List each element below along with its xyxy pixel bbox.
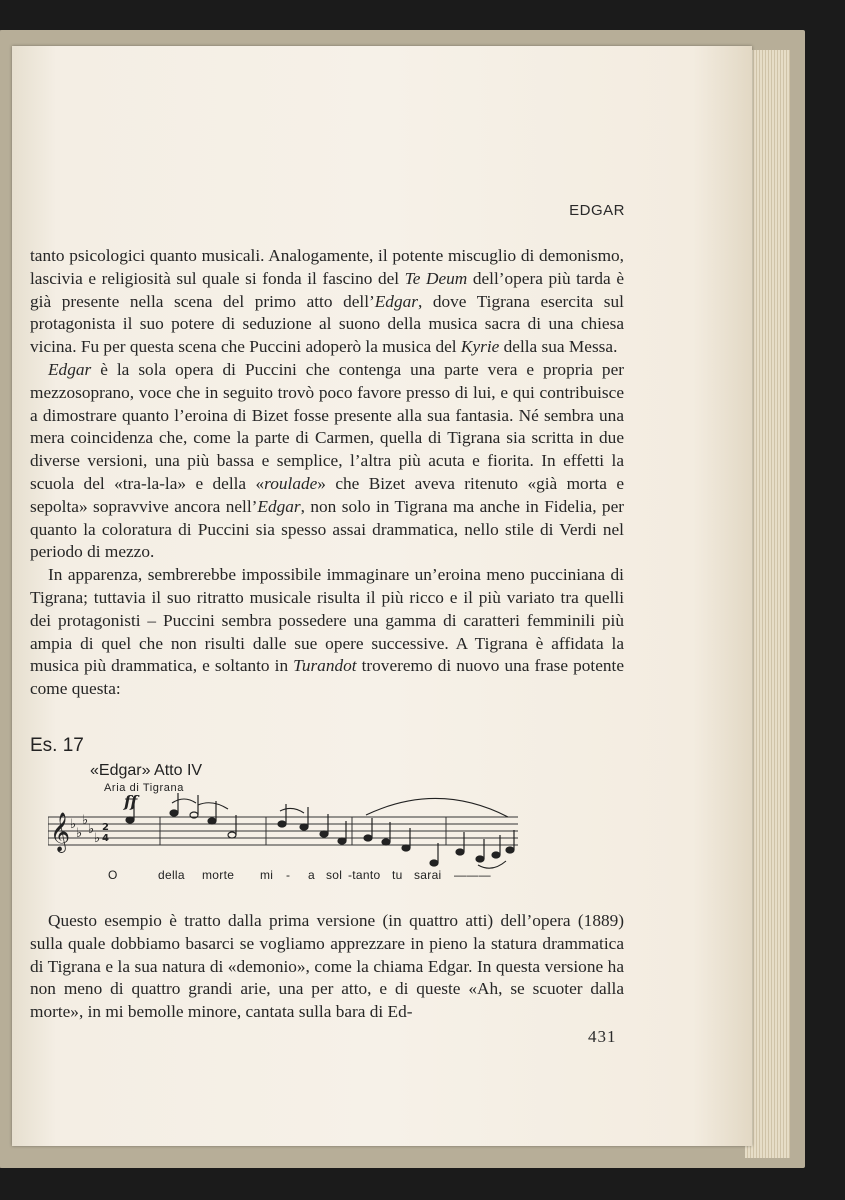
body-text-bottom <box>30 910 624 1024</box>
notes <box>126 793 514 866</box>
lyric: sol <box>326 868 343 882</box>
page-number: 431 <box>588 1027 617 1046</box>
dynamic-marking: ff <box>124 793 138 811</box>
svg-text:♭: ♭ <box>94 831 101 846</box>
lyric: morte <box>202 868 235 882</box>
lyric: a <box>308 868 315 882</box>
example-label: Es. 17 <box>30 735 84 756</box>
svg-text:♭: ♭ <box>70 817 77 832</box>
paragraph: In apparenza, sembrerebbe impossibile immaginare un’eroina meno pucciniana di Tigrana; tuttavia il suo ritratto musicale risulta il più ricco e il più variato tra quelli dei protagonisti – Puccini sembra possedere una gamma di caratteri femminili più ampia di quel che non risulti dalle sue opere successive. A Tigrana è affidata la musica più drammatica, e soltanto in Turandot troveremo di nuovo una frase potente come questa: <box>30 565 624 699</box>
example-subtitle: Aria di Tigrana <box>104 782 184 794</box>
body-text-top <box>30 245 624 701</box>
svg-text:♭: ♭ <box>82 813 89 828</box>
paragraph: Edgar è la sola opera di Puccini che contenga una parte vera e propria per mezzosoprano, voce che in seguito trovò poco favore presso di lui, e qui contribuisce a dimostrare quanto l’eroina di Bizet fosse presente alla sua fantasia. Né sembra una mera coincidenza che, come la parte di Carmen, quella di Tigrana sia scritta in due diverse versioni, una più bassa e semplice, l’altra più acuta e fiorita. In effetti la scuola del «tra-la-la» e della «roulade» che Bizet aveva ritenuto «già morta e sepolta» sopravvive ancora nell’Edgar, non solo in Tigrana ma anche in Fidelia, per quanto la coloratura di Puccini sia spesso assai drammatica, nello stile di Verdi nel periodo di mezzo. <box>30 359 625 562</box>
example-title: «Edgar» Atto IV <box>90 762 203 779</box>
paragraph: Questo esempio è tratto dalla prima versione (in quattro atti) dell’opera (1889) sulla quale dobbiamo basarci se vogliamo apprezzare in pieno la statura drammatica di Tigrana e la sua natura di «demonio», come la chiama Edgar. In questa versione ha non meno di quattro grandi arie, una per atto, e di queste «Ah, se scuoter dalla morte», in mi bemolle minore, cantata sulla bara di Ed- <box>30 911 624 1022</box>
lyric: sarai <box>414 868 442 882</box>
svg-text:♭: ♭ <box>76 826 83 841</box>
lyric: -tanto <box>348 868 381 882</box>
slurs <box>172 798 508 868</box>
svg-text:♭: ♭ <box>88 822 95 837</box>
lyric: mi <box>260 868 274 882</box>
key-signature-flats <box>70 813 100 846</box>
running-head: EDGAR <box>569 202 625 219</box>
music-staff <box>48 793 538 873</box>
svg-text:4: 4 <box>102 833 109 844</box>
treble-clef-icon: 𝄞 <box>50 812 71 852</box>
lyric: ——— <box>454 868 491 882</box>
svg-text:2: 2 <box>102 822 109 833</box>
lyric: O <box>108 868 118 882</box>
lyric: - <box>286 868 291 882</box>
lyric: della <box>158 868 185 882</box>
paragraph: tanto psicologici quanto musicali. Analogamente, il potente miscuglio di demonismo, lascivia e religiosità sul quale si fonda il fascino del Te Deum dell’opera più tarda è già presente nella scena del primo atto dell’Edgar, dove Tigrana esercita sul protagonista il suo potere di seduzione al suono della musica sacra di una chiesa vicina. Fu per questa scena che Puccini adoperò la musica del Kyrie della sua Messa. <box>30 246 624 357</box>
music-example <box>30 735 630 895</box>
lyric: tu <box>392 868 403 882</box>
